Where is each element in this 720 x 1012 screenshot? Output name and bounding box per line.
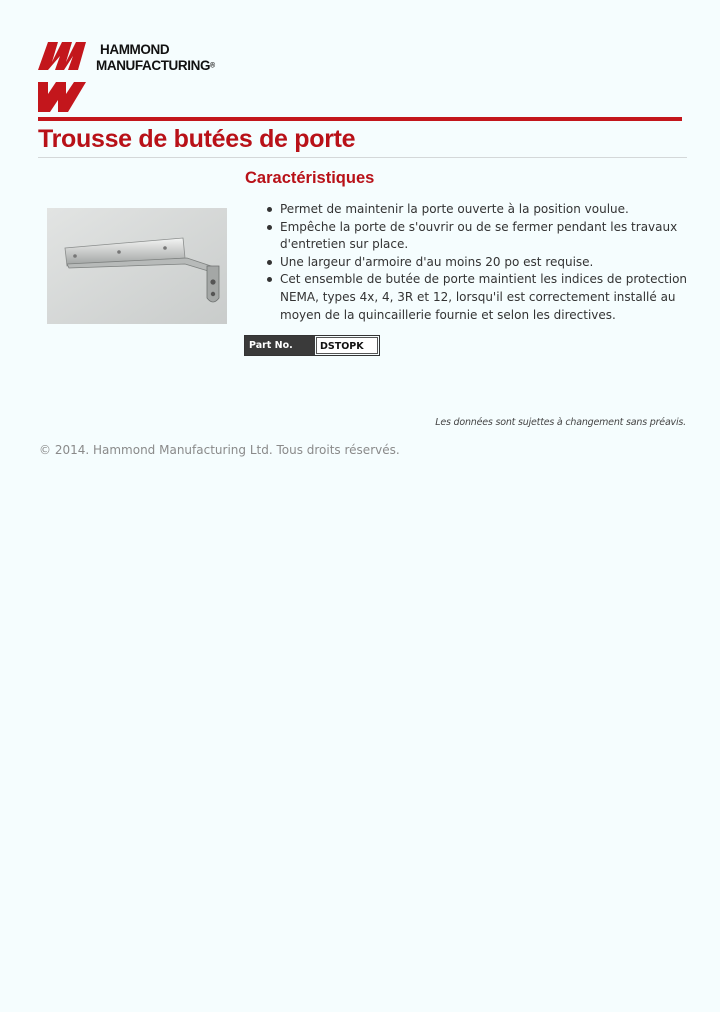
copyright: © 2014. Hammond Manufacturing Ltd. Tous droits réservés. (39, 443, 400, 457)
page-title: Trousse de butées de porte (38, 125, 356, 153)
part-number-box (244, 335, 380, 356)
feature-item: Cet ensemble de butée de porte maintient les indices de protection NEMA, types 4x, 4, 3R et 12, lorsqu'il est correctement installé au moyen de la quincaillerie fournie et selon les directives. (280, 271, 700, 324)
features-heading: Caractéristiques (245, 169, 375, 187)
feature-item: Empêche la porte de s'ouvrir ou de se fermer pendant les travaux d'entretien sur place. (280, 219, 700, 254)
hammond-hw-logo-icon (38, 42, 90, 114)
door-stop-kit-photo-icon (47, 208, 227, 324)
part-number-value[interactable]: DSTOPK (316, 337, 378, 354)
brand-wordmark (96, 42, 215, 74)
title-divider (38, 157, 687, 158)
feature-item: Une largeur d'armoire d'au moins 20 po est requise. (280, 254, 700, 272)
registered-mark: ® (210, 62, 215, 70)
feature-item: Permet de maintenir la porte ouverte à la position voulue. (280, 201, 700, 219)
brand-logo (38, 42, 238, 114)
features-list (262, 201, 700, 324)
brand-line2 (96, 58, 215, 74)
brand-line2-text: MANUFACTURING (96, 58, 211, 73)
part-number-label: Part No. (245, 336, 315, 355)
header-rule (38, 117, 682, 121)
brand-line1: HAMMOND (100, 42, 170, 57)
disclaimer: Les données sont sujettes à changement sans préavis. (435, 417, 686, 428)
